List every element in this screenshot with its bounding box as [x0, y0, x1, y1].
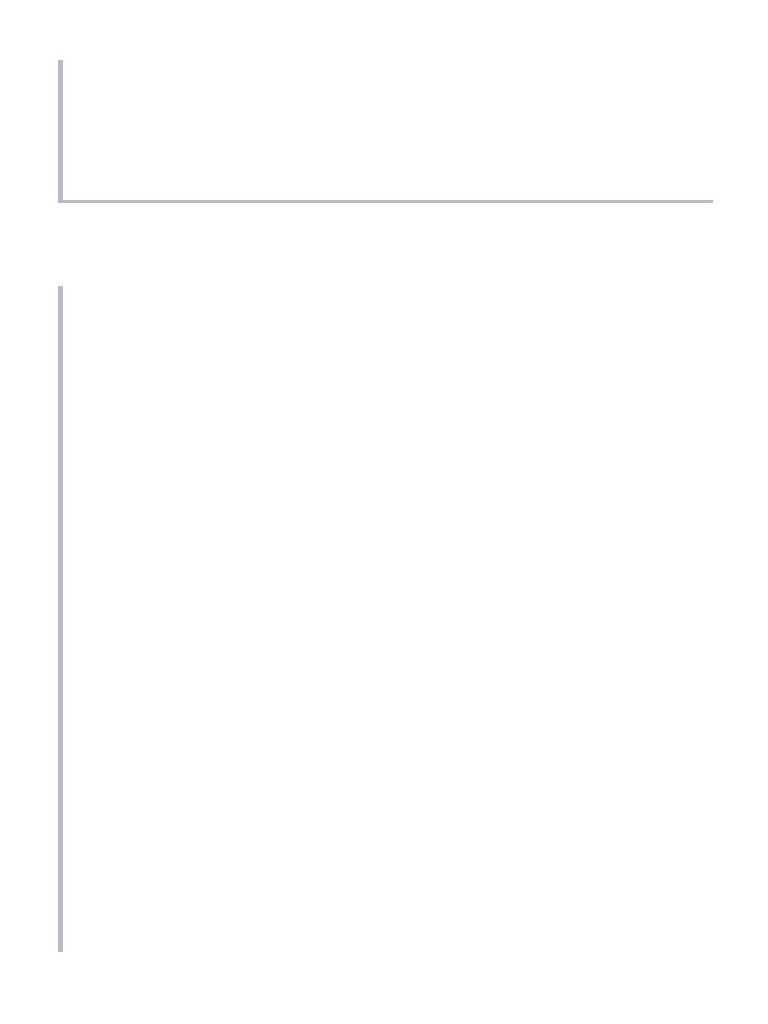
top-table — [58, 60, 713, 203]
main-table — [58, 286, 715, 952]
